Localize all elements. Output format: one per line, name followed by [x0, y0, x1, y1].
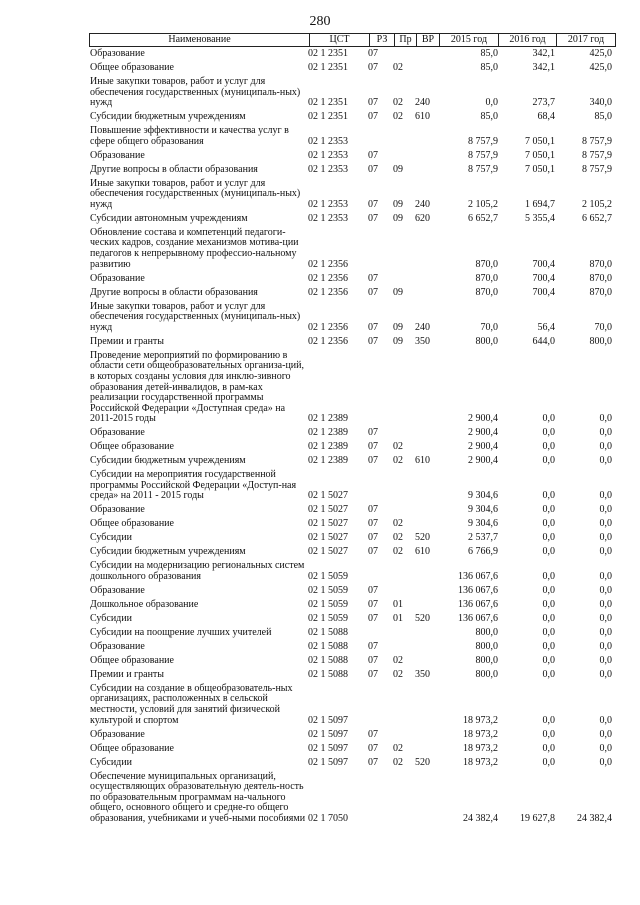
row-cst: 02 1 5027	[308, 504, 348, 516]
row-name: Иные закупки товаров, работ и услуг для обеспечения государственных (муниципаль-ных) нужд	[90, 177, 301, 210]
row-cst: 02 1 2353	[308, 163, 348, 175]
row-rz: 07	[368, 742, 378, 754]
row-value-2015: 85,0	[480, 48, 498, 59]
row-value-2016: 0,0	[542, 441, 555, 453]
row-cst: 02 1 2356	[308, 258, 348, 270]
row-pr: 01	[393, 612, 403, 624]
row-value-2017: 340,0	[589, 97, 612, 109]
row-value-2016: 342,1	[532, 61, 555, 73]
table-header	[89, 33, 616, 47]
row-value-2016: 0,0	[542, 427, 555, 439]
row-cst: 02 1 5027	[308, 490, 348, 502]
row-value-2017: 0,0	[599, 546, 612, 558]
row-rz: 07	[368, 532, 378, 544]
row-rz: 07	[368, 286, 378, 298]
table-row	[0, 274, 640, 285]
row-value-2016: 0,0	[542, 518, 555, 530]
row-value-2016: 0,0	[542, 626, 555, 638]
row-value-2015: 18 973,2	[463, 756, 498, 768]
row-vr: 520	[415, 612, 430, 624]
row-value-2017: 0,0	[599, 570, 612, 582]
row-cst: 02 1 2353	[308, 135, 348, 147]
row-cst: 02 1 2389	[308, 455, 348, 467]
row-cst: 02 1 2351	[308, 61, 348, 73]
row-rz: 07	[368, 198, 378, 210]
row-pr: 09	[393, 163, 403, 175]
row-value-2016: 0,0	[542, 413, 555, 425]
row-rz: 07	[368, 111, 378, 123]
row-name: Образование	[90, 149, 145, 161]
table-row	[0, 456, 640, 467]
row-cst: 02 1 2351	[308, 97, 348, 109]
row-value-2016: 0,0	[542, 714, 555, 726]
row-value-2016: 0,0	[542, 532, 555, 544]
row-value-2016: 0,0	[542, 504, 555, 516]
row-name: Общее образование	[90, 654, 174, 666]
row-value-2015: 8 757,9	[468, 163, 498, 175]
row-name: Образование	[90, 48, 145, 59]
row-value-2016: 0,0	[542, 728, 555, 740]
row-value-2017: 0,0	[599, 441, 612, 453]
row-pr: 02	[393, 654, 403, 666]
row-value-2017: 85,0	[594, 111, 612, 123]
row-value-2017: 0,0	[599, 756, 612, 768]
table-row	[0, 337, 640, 348]
row-cst: 02 1 2356	[308, 272, 348, 284]
table-row	[0, 758, 640, 769]
row-name: Премии и гранты	[90, 668, 165, 680]
row-name: Повышение эффективности и качества услуг в сфере общего образования	[90, 125, 289, 147]
row-value-2016: 68,4	[537, 111, 555, 123]
table-row	[0, 656, 640, 667]
row-value-2017: 0,0	[599, 584, 612, 596]
row-value-2016: 0,0	[542, 584, 555, 596]
row-value-2015: 800,0	[475, 668, 498, 680]
row-pr: 02	[393, 441, 403, 453]
row-value-2015: 800,0	[475, 654, 498, 666]
row-name: Субсидии	[90, 532, 132, 544]
row-cst: 02 1 5088	[308, 626, 348, 638]
row-vr: 620	[415, 212, 430, 224]
row-rz: 07	[368, 272, 378, 284]
table-row	[0, 126, 640, 147]
row-value-2015: 8 757,9	[468, 149, 498, 161]
row-pr: 09	[393, 212, 403, 224]
row-value-2015: 2 900,4	[468, 441, 498, 453]
row-value-2015: 2 105,2	[468, 198, 498, 210]
row-cst: 02 1 5088	[308, 640, 348, 652]
table-row	[0, 670, 640, 681]
row-value-2016: 0,0	[542, 640, 555, 652]
row-value-2015: 6 652,7	[468, 212, 498, 224]
row-cst: 02 1 2351	[308, 48, 348, 59]
row-value-2015: 2 900,4	[468, 455, 498, 467]
row-cst: 02 1 5059	[308, 570, 348, 582]
row-pr: 02	[393, 532, 403, 544]
row-name: Субсидии бюджетным учреждениям	[90, 111, 246, 123]
row-name: Обновление состава и компетенций педагоги-ческих кадров, создание механизмов мотива-ции педагогов к непрерывному профессио-нальному развитию	[90, 226, 299, 270]
table-row	[0, 586, 640, 597]
row-pr: 02	[393, 756, 403, 768]
row-value-2015: 136 067,6	[458, 612, 498, 624]
row-value-2017: 0,0	[599, 532, 612, 544]
row-value-2015: 85,0	[480, 61, 498, 73]
row-name: Иные закупки товаров, работ и услуг для обеспечения государственных (муниципаль-ных) нужд	[90, 75, 301, 109]
row-rz: 07	[368, 546, 378, 558]
row-value-2017: 870,0	[589, 258, 612, 270]
row-value-2017: 8 757,9	[582, 163, 612, 175]
row-name: Общее образование	[90, 441, 174, 453]
header-2015: 2015 год	[439, 34, 498, 46]
row-vr: 610	[415, 546, 430, 558]
header-2017: 2017 год	[556, 34, 615, 46]
row-value-2016: 0,0	[542, 570, 555, 582]
row-cst: 02 1 5097	[308, 742, 348, 754]
row-rz: 07	[368, 640, 378, 652]
row-pr: 09	[393, 321, 403, 333]
table-row	[0, 302, 640, 334]
row-cst: 02 1 5027	[308, 546, 348, 558]
row-value-2015: 9 304,6	[468, 490, 498, 502]
row-rz: 07	[368, 212, 378, 224]
row-rz: 07	[368, 668, 378, 680]
row-pr: 02	[393, 455, 403, 467]
row-cst: 02 1 2356	[308, 321, 348, 333]
row-cst: 02 1 2353	[308, 198, 348, 210]
row-cst: 02 1 5027	[308, 518, 348, 530]
row-value-2015: 9 304,6	[468, 504, 498, 516]
table-row	[0, 112, 640, 123]
row-name: Субсидии на создание в общеобразователь-ных организациях, расположенных в сельской местности, условий для занятий физической культурой и спортом	[90, 682, 293, 726]
row-name: Субсидии автономным учреждениям	[90, 212, 248, 224]
table-row	[0, 214, 640, 225]
row-value-2017: 8 757,9	[582, 135, 612, 147]
row-value-2017: 0,0	[599, 504, 612, 516]
row-value-2016: 273,7	[532, 97, 555, 109]
row-name: Субсидии бюджетным учреждениям	[90, 455, 246, 467]
row-vr: 350	[415, 668, 430, 680]
table-row	[0, 684, 640, 726]
table-row	[0, 228, 640, 270]
table-row	[0, 165, 640, 176]
row-name: Общее образование	[90, 61, 174, 73]
header-2016: 2016 год	[498, 34, 556, 46]
row-name: Другие вопросы в области образования	[90, 163, 258, 175]
row-value-2015: 85,0	[480, 111, 498, 123]
row-value-2015: 2 900,4	[468, 413, 498, 425]
table-row	[0, 614, 640, 625]
table-row	[0, 600, 640, 611]
row-name: Общее образование	[90, 518, 174, 530]
row-cst: 02 1 2351	[308, 111, 348, 123]
row-value-2017: 870,0	[589, 272, 612, 284]
row-value-2015: 2 537,7	[468, 532, 498, 544]
table-row	[0, 744, 640, 755]
row-value-2016: 700,4	[532, 272, 555, 284]
row-cst: 02 1 7050	[308, 812, 348, 824]
row-rz: 07	[368, 335, 378, 347]
row-name: Субсидии	[90, 756, 132, 768]
row-rz: 07	[368, 518, 378, 530]
row-vr: 610	[415, 111, 430, 123]
header-vr: ВР	[416, 34, 439, 46]
table-row	[0, 628, 640, 639]
row-cst: 02 1 2389	[308, 441, 348, 453]
row-name: Обеспечение муниципальных организаций, осуществляющих образовательную деятель-ность по образовательным программам на-чального общего, основного общего и средне-го общего образования, учебниками и учеб-ными пособиями	[90, 770, 306, 824]
row-value-2017: 425,0	[589, 61, 612, 73]
row-cst: 02 1 2389	[308, 413, 348, 425]
row-value-2017: 0,0	[599, 626, 612, 638]
row-value-2017: 0,0	[599, 413, 612, 425]
row-value-2015: 6 766,9	[468, 546, 498, 558]
table-body	[0, 49, 640, 828]
row-value-2015: 70,0	[480, 321, 498, 333]
row-name: Образование	[90, 427, 145, 439]
row-value-2015: 18 973,2	[463, 742, 498, 754]
table-row	[0, 151, 640, 162]
row-value-2016: 644,0	[532, 335, 555, 347]
row-value-2016: 0,0	[542, 756, 555, 768]
row-value-2016: 0,0	[542, 598, 555, 610]
row-pr: 02	[393, 97, 403, 109]
row-cst: 02 1 2353	[308, 149, 348, 161]
table-row	[0, 533, 640, 544]
row-value-2017: 425,0	[589, 48, 612, 59]
row-pr: 02	[393, 61, 403, 73]
row-value-2017: 0,0	[599, 654, 612, 666]
row-vr: 610	[415, 455, 430, 467]
row-rz: 07	[368, 504, 378, 516]
row-value-2016: 19 627,8	[520, 812, 555, 824]
row-name: Образование	[90, 640, 145, 652]
row-value-2015: 870,0	[475, 286, 498, 298]
page-number: 280	[309, 14, 331, 29]
table-row	[0, 730, 640, 741]
row-value-2017: 0,0	[599, 612, 612, 624]
row-cst: 02 1 2353	[308, 212, 348, 224]
row-vr: 240	[415, 321, 430, 333]
header-rz: РЗ	[369, 34, 394, 46]
table-row	[0, 179, 640, 211]
header-name: Наименование	[168, 34, 231, 45]
table-row	[0, 49, 640, 60]
row-value-2017: 0,0	[599, 490, 612, 502]
row-rz: 07	[368, 149, 378, 161]
row-rz: 07	[368, 61, 378, 73]
header-cst: ЦСТ	[309, 34, 369, 46]
table-row	[0, 772, 640, 825]
row-value-2016: 7 050,1	[525, 149, 555, 161]
table-row	[0, 547, 640, 558]
row-pr: 02	[393, 668, 403, 680]
row-value-2015: 870,0	[475, 258, 498, 270]
row-value-2016: 7 050,1	[525, 135, 555, 147]
table-row	[0, 288, 640, 299]
row-value-2015: 24 382,4	[463, 812, 498, 824]
row-rz: 07	[368, 598, 378, 610]
row-cst: 02 1 5059	[308, 598, 348, 610]
table-row	[0, 642, 640, 653]
row-cst: 02 1 2356	[308, 286, 348, 298]
row-value-2017: 70,0	[594, 321, 612, 333]
row-value-2015: 18 973,2	[463, 714, 498, 726]
row-cst: 02 1 5097	[308, 714, 348, 726]
row-value-2016: 700,4	[532, 286, 555, 298]
row-value-2016: 0,0	[542, 490, 555, 502]
row-value-2016: 0,0	[542, 455, 555, 467]
row-value-2017: 0,0	[599, 598, 612, 610]
row-value-2015: 18 973,2	[463, 728, 498, 740]
table-row	[0, 428, 640, 439]
row-vr: 520	[415, 756, 430, 768]
row-value-2017: 6 652,7	[582, 212, 612, 224]
row-rz: 07	[368, 97, 378, 109]
row-name: Субсидии на модернизацию региональных систем дошкольного образования	[90, 560, 305, 582]
row-cst: 02 1 5088	[308, 654, 348, 666]
row-name: Другие вопросы в области образования	[90, 286, 258, 298]
table-row	[0, 470, 640, 502]
row-name: Образование	[90, 584, 145, 596]
row-value-2015: 800,0	[475, 626, 498, 638]
row-value-2016: 0,0	[542, 654, 555, 666]
row-rz: 07	[368, 163, 378, 175]
row-pr: 09	[393, 335, 403, 347]
row-value-2015: 136 067,6	[458, 570, 498, 582]
row-value-2017: 8 757,9	[582, 149, 612, 161]
row-value-2015: 8 757,9	[468, 135, 498, 147]
row-name: Проведение мероприятий по формированию в области сети общеобразовательных организа-ций, в которых созданы условия для инклю-зивного образования детей-инвалидов, в рам-ках реализации государственной программы Российской Федерации «Доступная среда» на 2011-2015 годы	[90, 349, 305, 425]
row-name: Премии и гранты	[90, 335, 165, 347]
row-rz: 07	[368, 612, 378, 624]
table-row	[0, 442, 640, 453]
row-pr: 01	[393, 598, 403, 610]
row-value-2017: 0,0	[599, 640, 612, 652]
row-cst: 02 1 2356	[308, 335, 348, 347]
row-value-2016: 342,1	[532, 48, 555, 59]
row-name: Субсидии	[90, 612, 132, 624]
row-rz: 07	[368, 756, 378, 768]
row-value-2015: 870,0	[475, 272, 498, 284]
row-value-2015: 9 304,6	[468, 518, 498, 530]
row-pr: 02	[393, 518, 403, 530]
row-cst: 02 1 5059	[308, 612, 348, 624]
row-rz: 07	[368, 48, 378, 59]
row-value-2015: 0,0	[485, 97, 498, 109]
table-row	[0, 561, 640, 582]
row-value-2017: 870,0	[589, 286, 612, 298]
row-pr: 02	[393, 111, 403, 123]
row-value-2016: 1 694,7	[525, 198, 555, 210]
row-name: Образование	[90, 504, 145, 516]
row-name: Общее образование	[90, 742, 174, 754]
row-value-2017: 0,0	[599, 714, 612, 726]
table-row	[0, 63, 640, 74]
row-value-2017: 0,0	[599, 427, 612, 439]
row-pr: 02	[393, 546, 403, 558]
row-value-2017: 800,0	[589, 335, 612, 347]
row-cst: 02 1 5027	[308, 532, 348, 544]
row-name: Дошкольное образование	[90, 598, 199, 610]
row-cst: 02 1 2389	[308, 427, 348, 439]
row-name: Субсидии на поощрение лучших учителей	[90, 626, 272, 638]
row-value-2015: 2 900,4	[468, 427, 498, 439]
row-value-2015: 800,0	[475, 640, 498, 652]
row-value-2016: 0,0	[542, 546, 555, 558]
header-pr: Пр	[394, 34, 416, 46]
row-name: Иные закупки товаров, работ и услуг для обеспечения государственных (муниципаль-ных) нужд	[90, 300, 301, 333]
row-value-2016: 56,4	[537, 321, 555, 333]
row-vr: 240	[415, 198, 430, 210]
table-row	[0, 505, 640, 516]
row-cst: 02 1 5088	[308, 668, 348, 680]
row-cst: 02 1 5097	[308, 728, 348, 740]
row-value-2017: 0,0	[599, 455, 612, 467]
row-pr: 02	[393, 742, 403, 754]
row-value-2015: 800,0	[475, 335, 498, 347]
row-vr: 350	[415, 335, 430, 347]
row-value-2017: 2 105,2	[582, 198, 612, 210]
row-value-2016: 0,0	[542, 612, 555, 624]
row-value-2016: 7 050,1	[525, 163, 555, 175]
row-value-2015: 136 067,6	[458, 584, 498, 596]
row-rz: 07	[368, 427, 378, 439]
table-row	[0, 519, 640, 530]
row-value-2016: 700,4	[532, 258, 555, 270]
row-name: Субсидии на мероприятия государственной программы Российской Федерации «Доступ-ная среда» на 2011 - 2015 годы	[90, 469, 297, 502]
row-value-2017: 0,0	[599, 742, 612, 754]
row-value-2016: 0,0	[542, 742, 555, 754]
row-value-2017: 24 382,4	[577, 812, 612, 824]
row-name: Субсидии бюджетным учреждениям	[90, 546, 246, 558]
row-value-2017: 0,0	[599, 518, 612, 530]
row-name: Образование	[90, 272, 145, 284]
row-rz: 07	[368, 321, 378, 333]
row-rz: 07	[368, 441, 378, 453]
row-value-2015: 136 067,6	[458, 598, 498, 610]
table-row	[0, 351, 640, 425]
row-pr: 09	[393, 198, 403, 210]
row-value-2017: 0,0	[599, 668, 612, 680]
row-pr: 09	[393, 286, 403, 298]
row-cst: 02 1 5097	[308, 756, 348, 768]
row-rz: 07	[368, 728, 378, 740]
row-rz: 07	[368, 654, 378, 666]
row-name: Образование	[90, 728, 145, 740]
row-rz: 07	[368, 455, 378, 467]
row-cst: 02 1 5059	[308, 584, 348, 596]
table-row	[0, 77, 640, 109]
row-value-2017: 0,0	[599, 728, 612, 740]
row-value-2016: 5 355,4	[525, 212, 555, 224]
row-vr: 520	[415, 532, 430, 544]
row-value-2016: 0,0	[542, 668, 555, 680]
row-rz: 07	[368, 584, 378, 596]
row-vr: 240	[415, 97, 430, 109]
